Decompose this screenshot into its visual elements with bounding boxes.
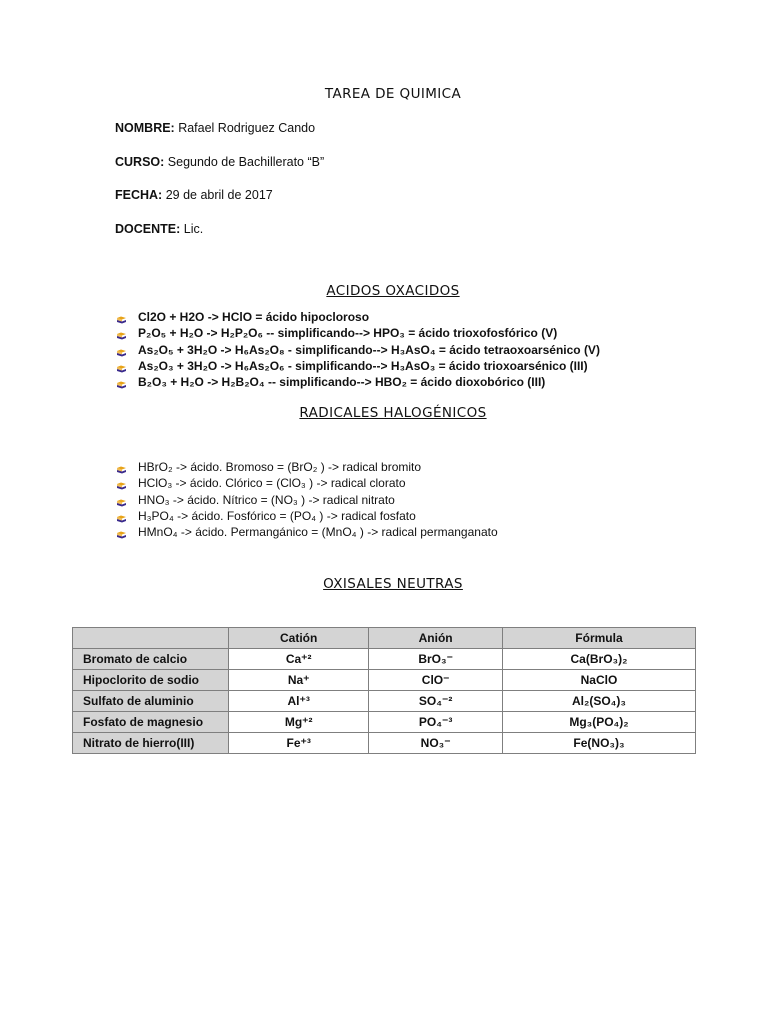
list-item: [115, 524, 498, 540]
list-item: [115, 459, 498, 475]
bullet-icon: [116, 313, 127, 322]
list-item-text: HClO₃ -> ácido. Clórico = (ClO₃ ) -> radical clorato: [138, 476, 406, 491]
bullet-icon: [116, 329, 127, 338]
list-item-text: HNO₃ -> ácido. Nítrico = (NO₃ ) -> radical nitrato: [138, 492, 395, 507]
bullet-icon: [116, 362, 127, 371]
list-item-text: Cl2O + H2O -> HClO = ácido hipocloroso: [138, 310, 370, 324]
table-cell-anion: ClO⁻: [369, 670, 503, 691]
table-cell-cation: Ca⁺²: [229, 649, 369, 670]
bullet-icon: [116, 346, 127, 355]
list-item-text: B₂O₃ + H₂O -> H₂B₂O₄ -- simplificando--> HBO₂ = ácido dioxobórico (III): [138, 375, 546, 390]
table-row: [73, 691, 696, 712]
list-item: [115, 475, 498, 491]
table-cell-formula: NaClO: [502, 670, 695, 691]
fecha-line: [115, 188, 273, 202]
table-row: [73, 649, 696, 670]
nombre-value: Rafael Rodriguez Cando: [174, 121, 316, 135]
docente-value: Lic.: [180, 222, 204, 236]
list-item-text: HBrO₂ -> ácido. Bromoso = (BrO₂ ) -> radical bromito: [138, 460, 422, 474]
bullet-icon: [116, 479, 127, 488]
list-item: [115, 358, 600, 374]
table-cell-name: Nitrato de hierro(III): [73, 733, 229, 754]
oxisales-table: [72, 627, 696, 754]
list-item: [115, 492, 498, 508]
table-cell-formula: Fe(NO₃)₃: [502, 733, 695, 754]
list-item: [115, 342, 600, 358]
bullet-icon: [116, 378, 127, 387]
table-cell-anion: SO₄⁻²: [369, 691, 503, 712]
table-cell-name: Fosfato de magnesio: [73, 712, 229, 733]
table-cell-cation: Na⁺: [229, 670, 369, 691]
table-row: [73, 712, 696, 733]
list-item: [115, 325, 600, 341]
list-item-text: P₂O₅ + H₂O -> H₂P₂O₆ -- simplificando--> HPO₃ = ácido trioxofosfórico (V): [138, 326, 558, 341]
curso-line: [115, 155, 324, 169]
table-header-cell: [73, 628, 229, 649]
table-cell-cation: Fe⁺³: [229, 733, 369, 754]
table-cell-cation: Al⁺³: [229, 691, 369, 712]
table-cell-formula: Ca(BrO₃)₂: [502, 649, 695, 670]
fecha-label: FECHA:: [115, 188, 163, 202]
curso-label: CURSO:: [115, 155, 165, 169]
nombre-line: [115, 121, 315, 135]
fecha-value: 29 de abril de 2017: [162, 188, 273, 202]
oxisales-heading: OXISALES NEUTRAS: [323, 576, 463, 592]
bullet-icon: [116, 463, 127, 472]
table-header-row: [73, 628, 696, 649]
acidos-list: [115, 309, 600, 390]
table-header-cell: Fórmula: [502, 628, 695, 649]
table-header-cell: Catión: [229, 628, 369, 649]
bullet-icon: [116, 496, 127, 505]
acidos-heading: ACIDOS OXACIDOS: [326, 283, 460, 299]
table-header-cell: Anión: [369, 628, 503, 649]
list-item: [115, 508, 498, 524]
list-item-text: H₃PO₄ -> ácido. Fosfórico = (PO₄ ) -> radical fosfato: [138, 508, 416, 523]
list-item: [115, 374, 600, 390]
docente-line: [115, 222, 203, 236]
page-title: TAREA DE QUIMICA: [324, 86, 462, 102]
table-cell-name: Hipoclorito de sodio: [73, 670, 229, 691]
curso-value: Segundo de Bachillerato “B”: [164, 155, 325, 169]
table-cell-cation: Mg⁺²: [229, 712, 369, 733]
table-row: [73, 733, 696, 754]
radicales-list: [115, 459, 498, 540]
list-item-text: As₂O₅ + 3H₂O -> H₆As₂O₈ - simplificando--> H₃AsO₄ = ácido tetraoxoarsénico (V): [138, 342, 600, 357]
bullet-icon: [116, 512, 127, 521]
list-item: [115, 309, 600, 325]
table-cell-name: Bromato de calcio: [73, 649, 229, 670]
bullet-icon: [116, 528, 127, 537]
table-row: [73, 670, 696, 691]
table-cell-anion: PO₄⁻³: [369, 712, 503, 733]
docente-label: DOCENTE:: [115, 222, 181, 236]
table-cell-anion: BrO₃⁻: [369, 649, 503, 670]
table-cell-formula: Mg₃(PO₄)₂: [502, 712, 695, 733]
list-item-text: HMnO₄ -> ácido. Permangánico = (MnO₄ ) -> radical permanganato: [138, 525, 498, 540]
radicales-heading: RADICALES HALOGÉNICOS: [299, 405, 487, 421]
list-item-text: As₂O₃ + 3H₂O -> H₆As₂O₆ - simplificando--> H₃AsO₃ = ácido trioxoarsénico (III): [138, 358, 588, 373]
nombre-label: NOMBRE:: [115, 121, 175, 135]
table-cell-formula: Al₂(SO₄)₃: [502, 691, 695, 712]
table-cell-anion: NO₃⁻: [369, 733, 503, 754]
table-cell-name: Sulfato de aluminio: [73, 691, 229, 712]
